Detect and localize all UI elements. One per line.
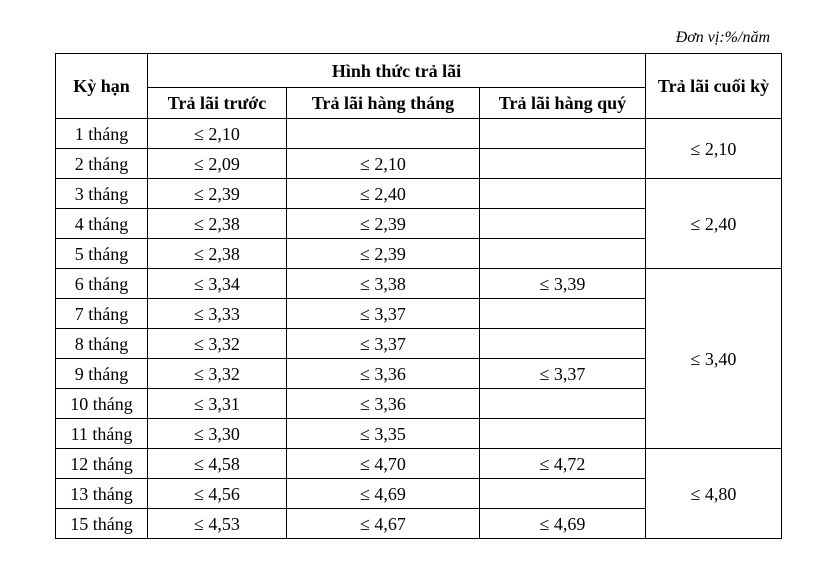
table-row	[56, 119, 782, 149]
upfront-cell: ≤ 3,31	[148, 389, 287, 419]
upfront-cell: ≤ 2,38	[148, 209, 287, 239]
quarterly-cell	[480, 389, 646, 419]
term-cell: 3 tháng	[56, 179, 148, 209]
monthly-cell: ≤ 4,70	[287, 449, 480, 479]
term-cell: 1 tháng	[56, 119, 148, 149]
monthly-cell: ≤ 2,10	[287, 149, 480, 179]
end-of-term-cell: ≤ 4,80	[646, 449, 782, 539]
quarterly-cell	[480, 299, 646, 329]
table-body	[56, 119, 782, 539]
end-of-term-cell: ≤ 2,10	[646, 119, 782, 179]
end-of-term-cell: ≤ 3,40	[646, 269, 782, 449]
header-monthly: Trả lãi hàng tháng	[287, 88, 480, 119]
upfront-cell: ≤ 3,30	[148, 419, 287, 449]
quarterly-cell	[480, 179, 646, 209]
table-row	[56, 449, 782, 479]
monthly-cell	[287, 119, 480, 149]
term-cell: 9 tháng	[56, 359, 148, 389]
quarterly-cell	[480, 239, 646, 269]
upfront-cell: ≤ 2,38	[148, 239, 287, 269]
monthly-cell: ≤ 3,37	[287, 329, 480, 359]
quarterly-cell: ≤ 4,72	[480, 449, 646, 479]
upfront-cell: ≤ 2,10	[148, 119, 287, 149]
upfront-cell: ≤ 4,53	[148, 509, 287, 539]
header-upfront: Trả lãi trước	[148, 88, 287, 119]
interest-rate-table	[55, 53, 782, 539]
term-cell: 7 tháng	[56, 299, 148, 329]
monthly-cell: ≤ 4,67	[287, 509, 480, 539]
header-end-of-term: Trả lãi cuối kỳ	[646, 54, 782, 119]
term-cell: 15 tháng	[56, 509, 148, 539]
quarterly-cell: ≤ 3,37	[480, 359, 646, 389]
header-term: Kỳ hạn	[56, 54, 148, 119]
quarterly-cell	[480, 479, 646, 509]
term-cell: 11 tháng	[56, 419, 148, 449]
term-cell: 10 tháng	[56, 389, 148, 419]
monthly-cell: ≤ 3,36	[287, 389, 480, 419]
upfront-cell: ≤ 3,34	[148, 269, 287, 299]
unit-note: Đơn vị:%/năm	[675, 29, 770, 46]
monthly-cell: ≤ 3,36	[287, 359, 480, 389]
term-cell: 8 tháng	[56, 329, 148, 359]
upfront-cell: ≤ 3,32	[148, 359, 287, 389]
monthly-cell: ≤ 3,38	[287, 269, 480, 299]
term-cell: 5 tháng	[56, 239, 148, 269]
term-cell: 4 tháng	[56, 209, 148, 239]
monthly-cell: ≤ 3,37	[287, 299, 480, 329]
upfront-cell: ≤ 4,56	[148, 479, 287, 509]
table-row	[56, 179, 782, 209]
upfront-cell: ≤ 3,32	[148, 329, 287, 359]
term-cell: 6 tháng	[56, 269, 148, 299]
quarterly-cell	[480, 419, 646, 449]
table-row	[56, 269, 782, 299]
term-cell: 13 tháng	[56, 479, 148, 509]
upfront-cell: ≤ 2,09	[148, 149, 287, 179]
upfront-cell: ≤ 3,33	[148, 299, 287, 329]
term-cell: 2 tháng	[56, 149, 148, 179]
header-payment-method: Hình thức trả lãi	[148, 54, 646, 88]
end-of-term-cell: ≤ 2,40	[646, 179, 782, 269]
monthly-cell: ≤ 4,69	[287, 479, 480, 509]
upfront-cell: ≤ 2,39	[148, 179, 287, 209]
quarterly-cell	[480, 329, 646, 359]
quarterly-cell	[480, 119, 646, 149]
header-quarterly: Trả lãi hàng quý	[480, 88, 646, 119]
monthly-cell: ≤ 3,35	[287, 419, 480, 449]
quarterly-cell	[480, 209, 646, 239]
quarterly-cell	[480, 149, 646, 179]
monthly-cell: ≤ 2,39	[287, 239, 480, 269]
monthly-cell: ≤ 2,40	[287, 179, 480, 209]
term-cell: 12 tháng	[56, 449, 148, 479]
quarterly-cell: ≤ 3,39	[480, 269, 646, 299]
upfront-cell: ≤ 4,58	[148, 449, 287, 479]
quarterly-cell: ≤ 4,69	[480, 509, 646, 539]
monthly-cell: ≤ 2,39	[287, 209, 480, 239]
